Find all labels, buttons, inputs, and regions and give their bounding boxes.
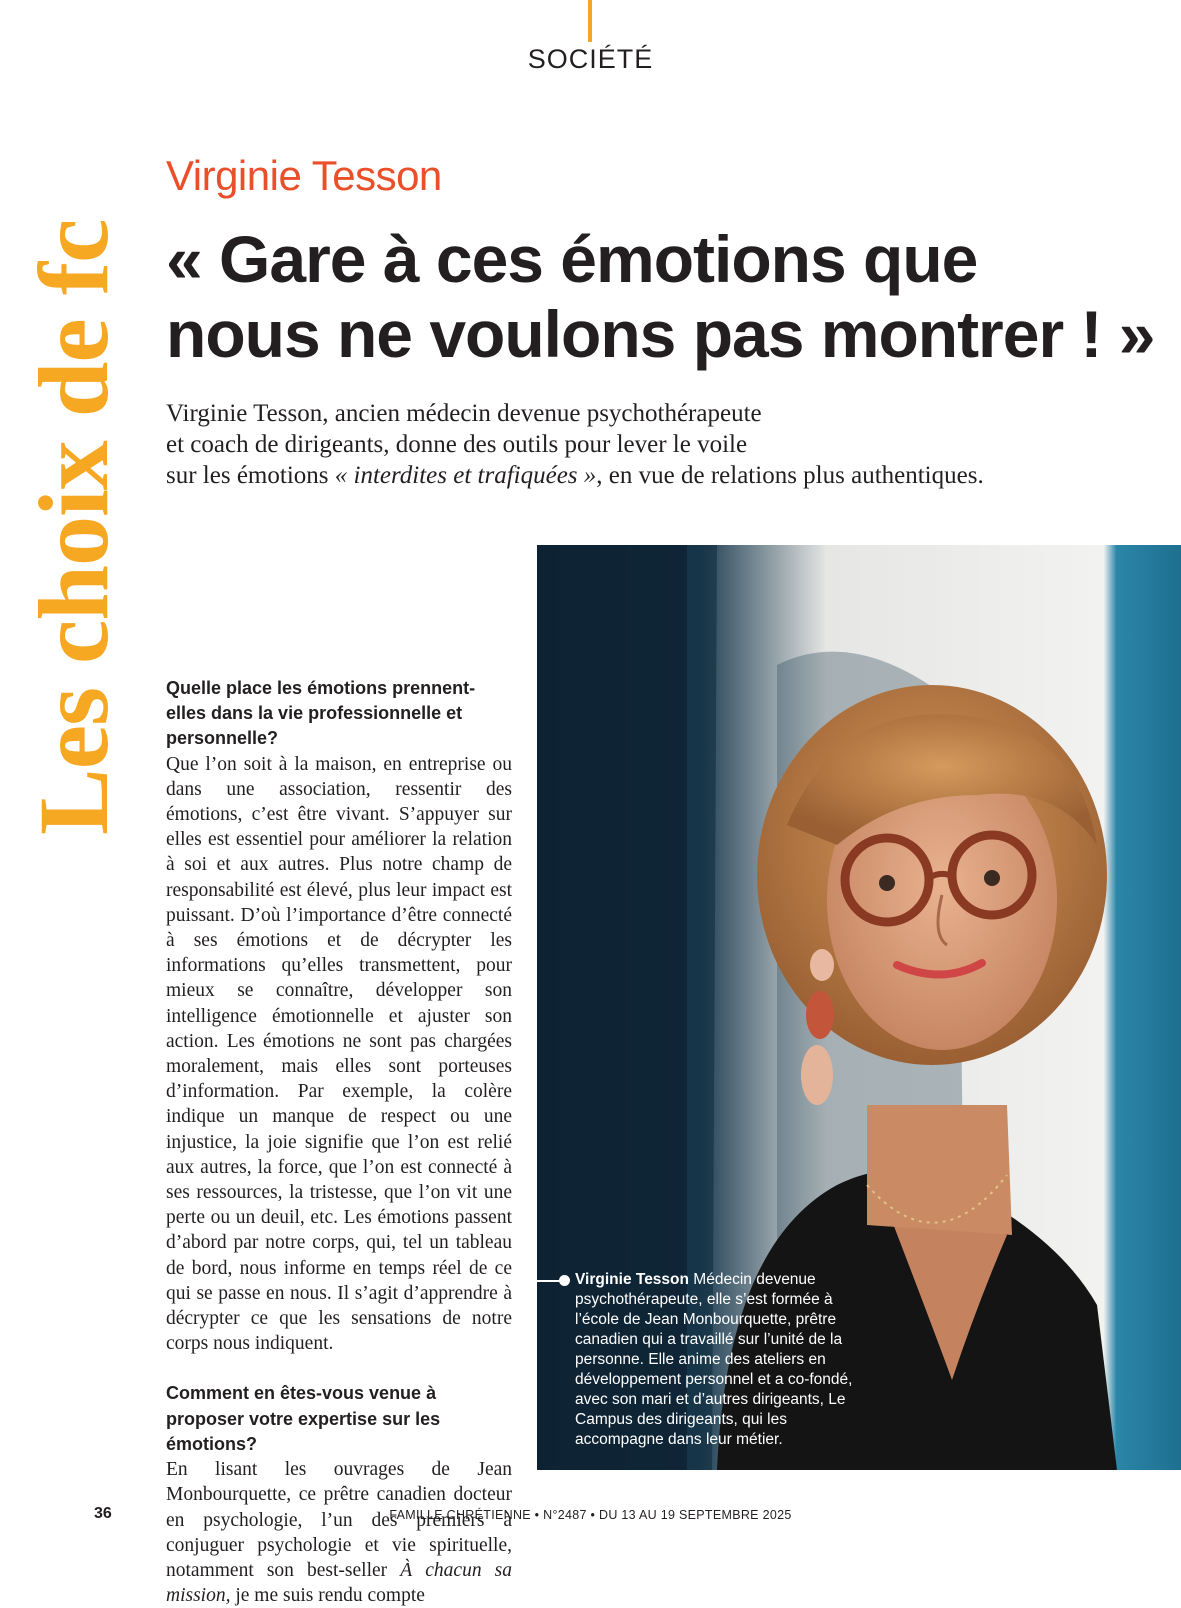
question-2: Comment en êtes-vous venue à proposer votre expertise sur les émotions? <box>166 1383 441 1454</box>
question-1: Quelle place les émotions prennent-elles dans la vie professionnelle et personnelle? <box>166 678 476 749</box>
headline-line-1: « Gare à ces émotions que <box>166 222 978 296</box>
headline <box>166 222 1156 372</box>
answer-2-end: je me suis rendu compte <box>230 1585 425 1607</box>
standfirst-line-3 <box>166 460 1166 491</box>
standfirst-line-3-start: sur les émotions <box>166 462 335 489</box>
book-title: À chacun sa mission, <box>166 1559 513 1607</box>
standfirst-line-3-end: , en vue de relations plus authentiques. <box>596 462 984 489</box>
photo-caption <box>575 1270 875 1450</box>
caption-pointer-dot <box>559 1275 570 1286</box>
answer-1: Que l’on soit à la maison, en entreprise ou dans une association, ressentir des émotions, c’est être vivant. S’appuyer sur elles est essentiel pour améliorer la relation à soi et aux autres. Plus notre champ de responsabilité est élevé, plus leur impact est puissant. D’où l’importance d’être connecté à ses émotions et de décrypter les informations qu’elles transmettent, pour mieux se connaître, développer son intelligence émotionnelle et ajuster son action. Les émotions ne sont pas chargées moralement, mais elles sont porteuses d’information. Par exemple, la colère indique un manque de respect ou une injustice, la joie signifie que l’on est relié aux autres, la force, que l’on est connecté à ses ressources, la tristesse, que l’on vit une perte ou un deuil, etc. Les émotions passent d’abord par notre corps, qui, tel un tableau de bord, nous informe en temps réel de ce qui se passe en nous. Il s’agit d’apprendre à décrypter ce que les sensations de notre corps nous indiquent. <box>166 753 512 1355</box>
caption-name: Virginie Tesson <box>575 1271 689 1288</box>
standfirst-line-2: et coach de dirigeants, donne des outils pour lever le voile <box>166 431 748 458</box>
interviewee-name: Virginie Tesson <box>166 152 442 199</box>
page-number: 36 <box>94 1505 112 1522</box>
caption-text: Médecin devenue psychothérapeute, elle s’est formée à l’école de Jean Monbourquette, prêtre canadien qui a travaillé sur l’unité de la personne. Elle anime des ateliers en développement personnel et a co-fondé, avec son mari et d’autres dirigeants, Le Campus des dirigeants, qui les accompagne dans leur métier. <box>575 1271 853 1448</box>
standfirst-line-1: Virginie Tesson, ancien médecin devenue psychothérapeute <box>166 400 762 427</box>
section-rubric: SOCIÉTÉ <box>527 44 654 74</box>
standfirst <box>166 398 1166 491</box>
answer-2 <box>166 1457 512 1608</box>
standfirst-quote: « interdites et trafiquées » <box>334 462 597 489</box>
answer-2-start: En lisant les ouvrages de Jean Monbourquette, ce prêtre canadien docteur en psychologie, l’un des premiers à conjuguer psychologie et vie spirituelle, notamment son best-seller <box>166 1459 512 1581</box>
top-accent-rule <box>588 0 592 42</box>
article-body <box>166 676 512 1608</box>
footer-publication-info: FAMILLE CHRÉTIENNE • N°2487 • DU 13 AU 19 SEPTEMBRE 2025 <box>389 1508 792 1522</box>
side-banner-title: Les choix de fc <box>18 219 129 835</box>
headline-line-2: nous ne voulons pas montrer ! » <box>166 297 1155 371</box>
